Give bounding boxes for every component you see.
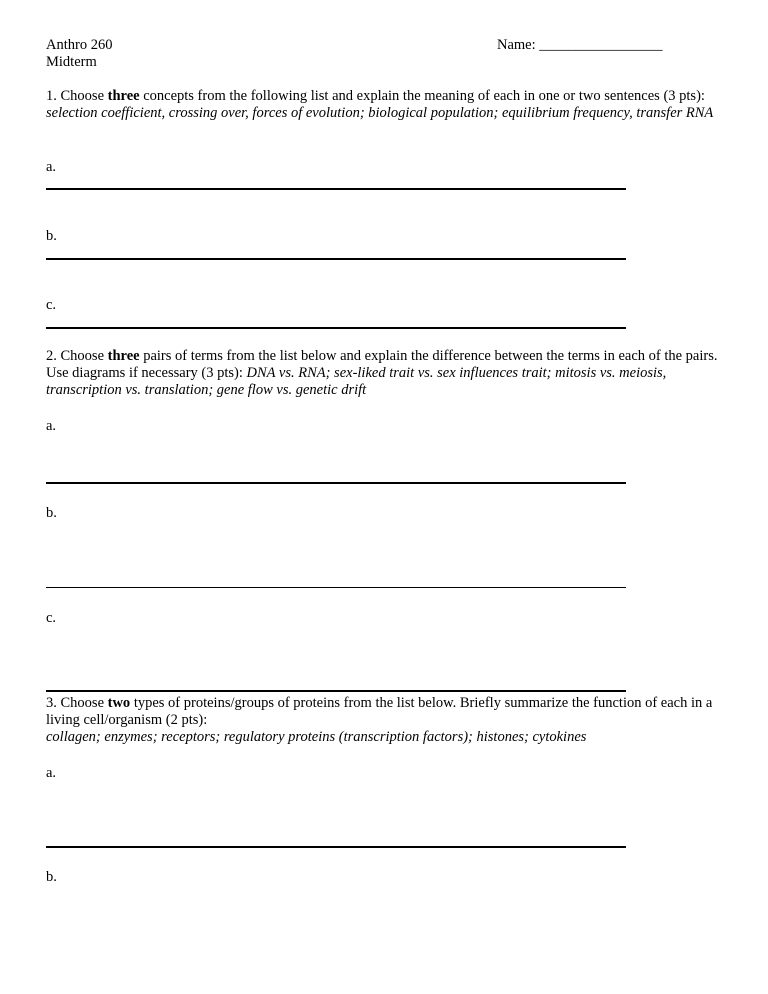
- q2-answer-b-line: [46, 587, 626, 588]
- q1-answer-a-label: a.: [46, 159, 57, 175]
- q2-answer-a-label: a.: [46, 418, 57, 434]
- q1-answer-b-line: [46, 258, 626, 260]
- q2-answer-b-label: b.: [46, 505, 57, 521]
- question-3-emphasis: two: [107, 695, 131, 711]
- question-2-emphasis: three: [107, 348, 140, 364]
- course-title: Anthro 260: [46, 37, 113, 53]
- q1-answer-c-label: c.: [46, 297, 57, 313]
- q1-answer-c-line: [46, 327, 626, 329]
- question-2-term-list: DNA vs. RNA; sex-liked trait vs. sex influences trait; mitosis vs. meiosis, transcription vs. translation; gene flow vs. genetic drift: [46, 365, 667, 398]
- exam-title: Midterm: [46, 54, 97, 70]
- question-1-prompt: 1. Choose three concepts from the following list and explain the meaning of each in one or two sentences (3 pts): selection coefficient, crossing over, forces of evolution; biological population; equilibrium frequency, transfer RNA: [46, 88, 714, 121]
- question-1-term-list: selection coefficient, crossing over, forces of evolution; biological population; equilibrium frequency, transfer RNA: [46, 105, 714, 121]
- q1-answer-b-label: b.: [46, 228, 57, 244]
- q2-answer-c-line: [46, 690, 626, 692]
- q3-answer-b-label: b.: [46, 869, 57, 885]
- q2-answer-a-line: [46, 482, 626, 484]
- name-field-label: Name: _________________: [497, 37, 663, 53]
- question-2-prompt: 2. Choose three pairs of terms from the list below and explain the difference between the terms in each of the pairs. Use diagrams if necessary (3 pts): DNA vs. RNA; sex-liked trait vs. sex influences trait; mitosis vs. meiosis, transcription vs. translation; gene flow vs. genetic drift: [46, 348, 718, 398]
- q1-answer-a-line: [46, 188, 626, 190]
- q3-answer-a-line: [46, 846, 626, 848]
- question-3-prompt: 3. Choose two types of proteins/groups of proteins from the list below. Briefly summarize the function of each in a living cell/organism (2 pts): collagen; enzymes; receptors; regulatory proteins (transcription factors); histones; cytokines: [46, 695, 713, 745]
- question-3-term-list: collagen; enzymes; receptors; regulatory proteins (transcription factors); histones; cytokines: [46, 729, 587, 745]
- question-1-emphasis: three: [107, 88, 140, 104]
- q3-answer-a-label: a.: [46, 765, 57, 781]
- q2-answer-c-label: c.: [46, 610, 57, 626]
